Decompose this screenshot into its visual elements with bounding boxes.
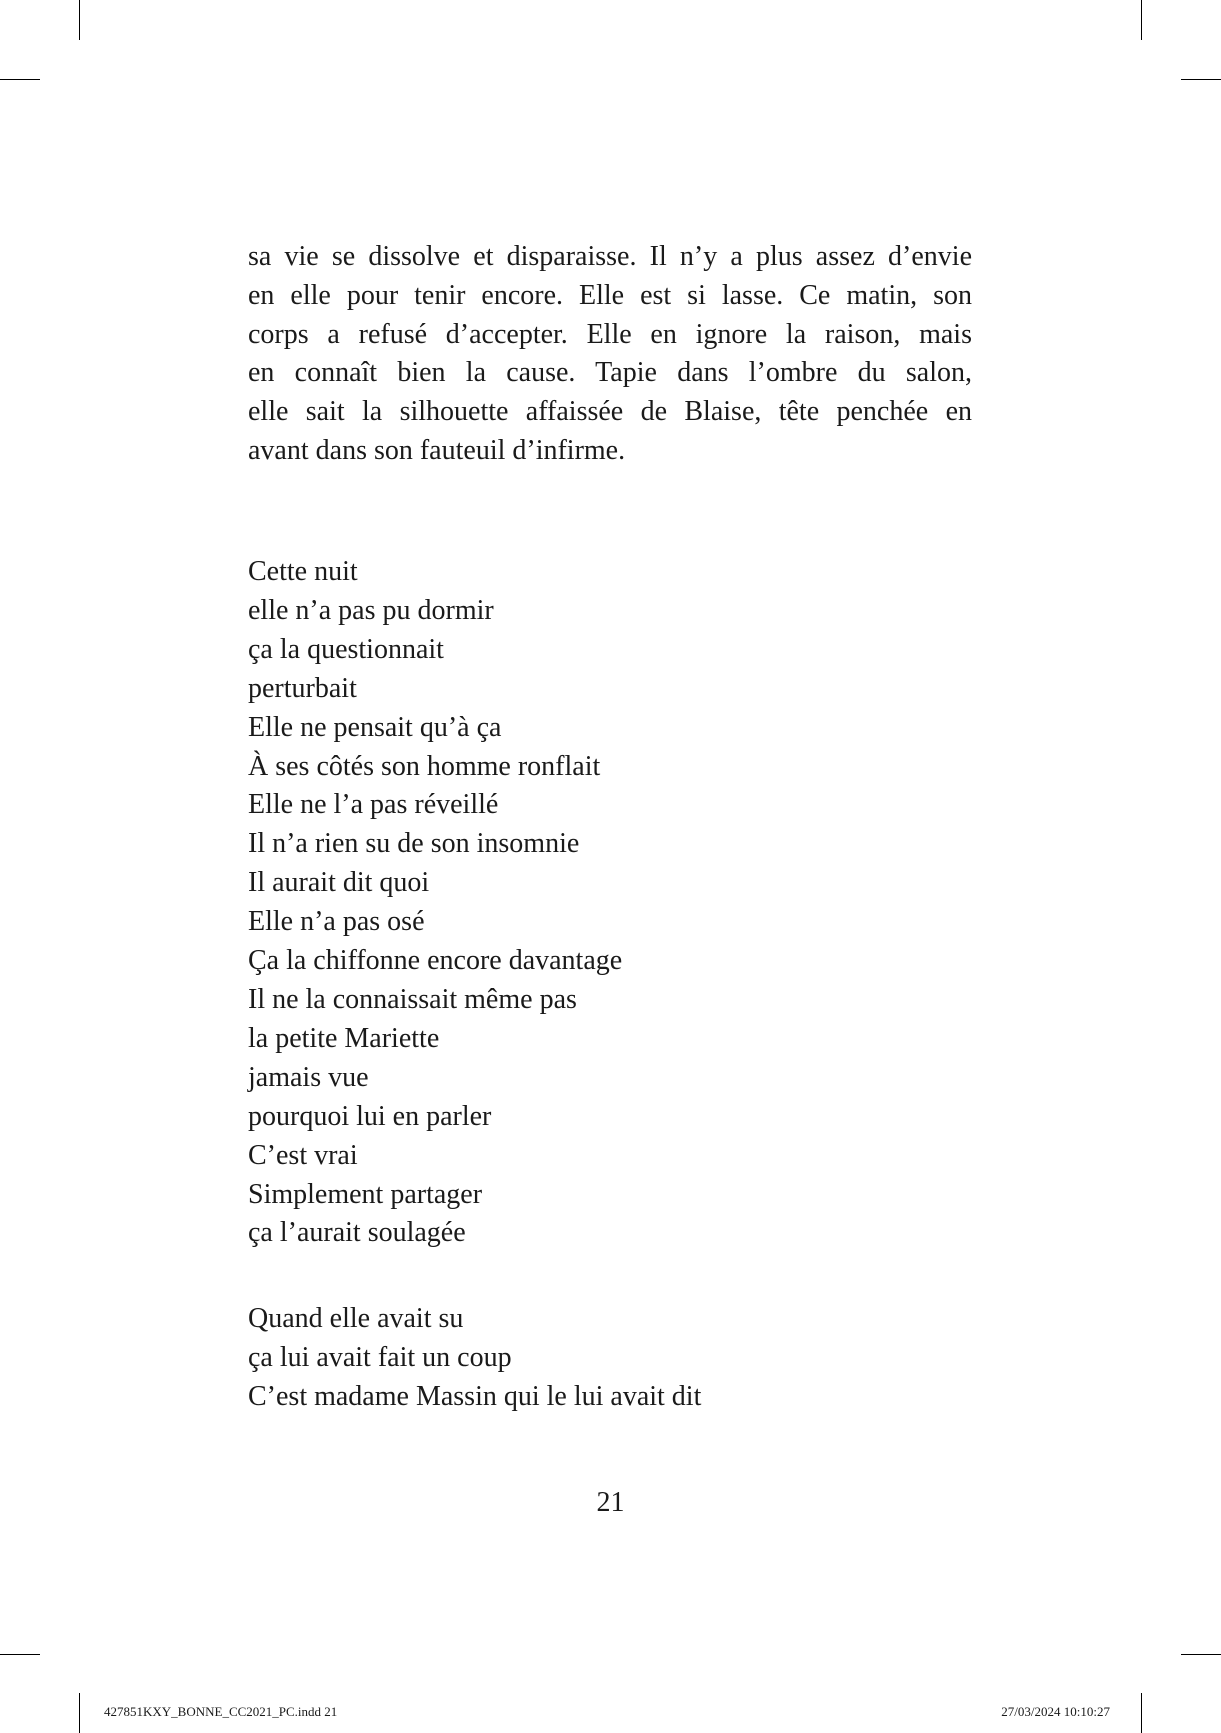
verse-line: pourquoi lui en parler	[248, 1100, 492, 1132]
verse-line: ça lui avait fait un coup	[248, 1341, 512, 1373]
verse-line: C’est vrai	[248, 1139, 358, 1171]
crop-mark-top-left	[79, 0, 80, 40]
verse-line: Il aurait dit quoi	[248, 867, 430, 899]
prose-line: corps a refusé d’accepter. Elle en ignore la raison, mais	[248, 318, 972, 350]
verse-line: jamais vue	[248, 1061, 369, 1093]
prose-line: sa vie se dissolve et disparaisse. Il n’y a plus assez d’envie	[248, 241, 972, 272]
slug-filename: 427851KXY_BONNE_CC2021_PC.indd 21	[104, 1704, 338, 1719]
verse-stanza-1	[248, 553, 622, 1253]
crop-mark-bottom-right	[1141, 1693, 1142, 1733]
verse-line: ça la questionnait	[248, 633, 444, 665]
page-number: 21	[596, 1487, 625, 1518]
prose-line: avant dans son fauteuil d’infirme.	[248, 434, 626, 466]
slug-timestamp: 27/03/2024 10:10:27	[1001, 1704, 1110, 1719]
verse-line: Elle n’a pas osé	[248, 906, 425, 938]
verse-line: Ça la chiffonne encore davantage	[248, 945, 623, 977]
prose-line: en elle pour tenir encore. Elle est si lasse. Ce matin, son	[248, 279, 972, 311]
verse-line: perturbait	[248, 672, 357, 704]
verse-line: Cette nuit	[248, 556, 358, 587]
prose-paragraph	[248, 238, 972, 471]
verse-line: Quand elle avait su	[248, 1303, 464, 1334]
verse-line: ça l’aurait soulagée	[248, 1217, 466, 1249]
verse-line: Elle ne l’a pas réveillé	[248, 789, 499, 821]
verse-line: la petite Mariette	[248, 1022, 440, 1054]
verse-line: C’est madame Massin qui le lui avait dit	[248, 1380, 702, 1412]
verse-line: Simplement partager	[248, 1178, 483, 1210]
crop-mark-bottom-left	[79, 1693, 80, 1733]
crop-mark-top-left	[0, 79, 40, 80]
verse-line: Il ne la connaissait même pas	[248, 983, 577, 1015]
verse-stanza-2	[248, 1300, 701, 1417]
verse-line: elle n’a pas pu dormir	[248, 594, 494, 626]
crop-mark-bottom-left	[0, 1654, 40, 1655]
crop-mark-top-right	[1141, 0, 1142, 40]
prose-line: en connaît bien la cause. Tapie dans l’ombre du salon,	[248, 357, 972, 389]
crop-mark-bottom-right	[1181, 1654, 1221, 1655]
verse-line: Il n’a rien su de son insomnie	[248, 828, 580, 860]
verse-line: Elle ne pensait qu’à ça	[248, 711, 502, 743]
verse-line: À ses côtés son homme ronflait	[248, 750, 601, 782]
crop-mark-top-right	[1181, 79, 1221, 80]
prose-line: elle sait la silhouette affaissée de Blaise, tête penchée en	[248, 396, 972, 428]
